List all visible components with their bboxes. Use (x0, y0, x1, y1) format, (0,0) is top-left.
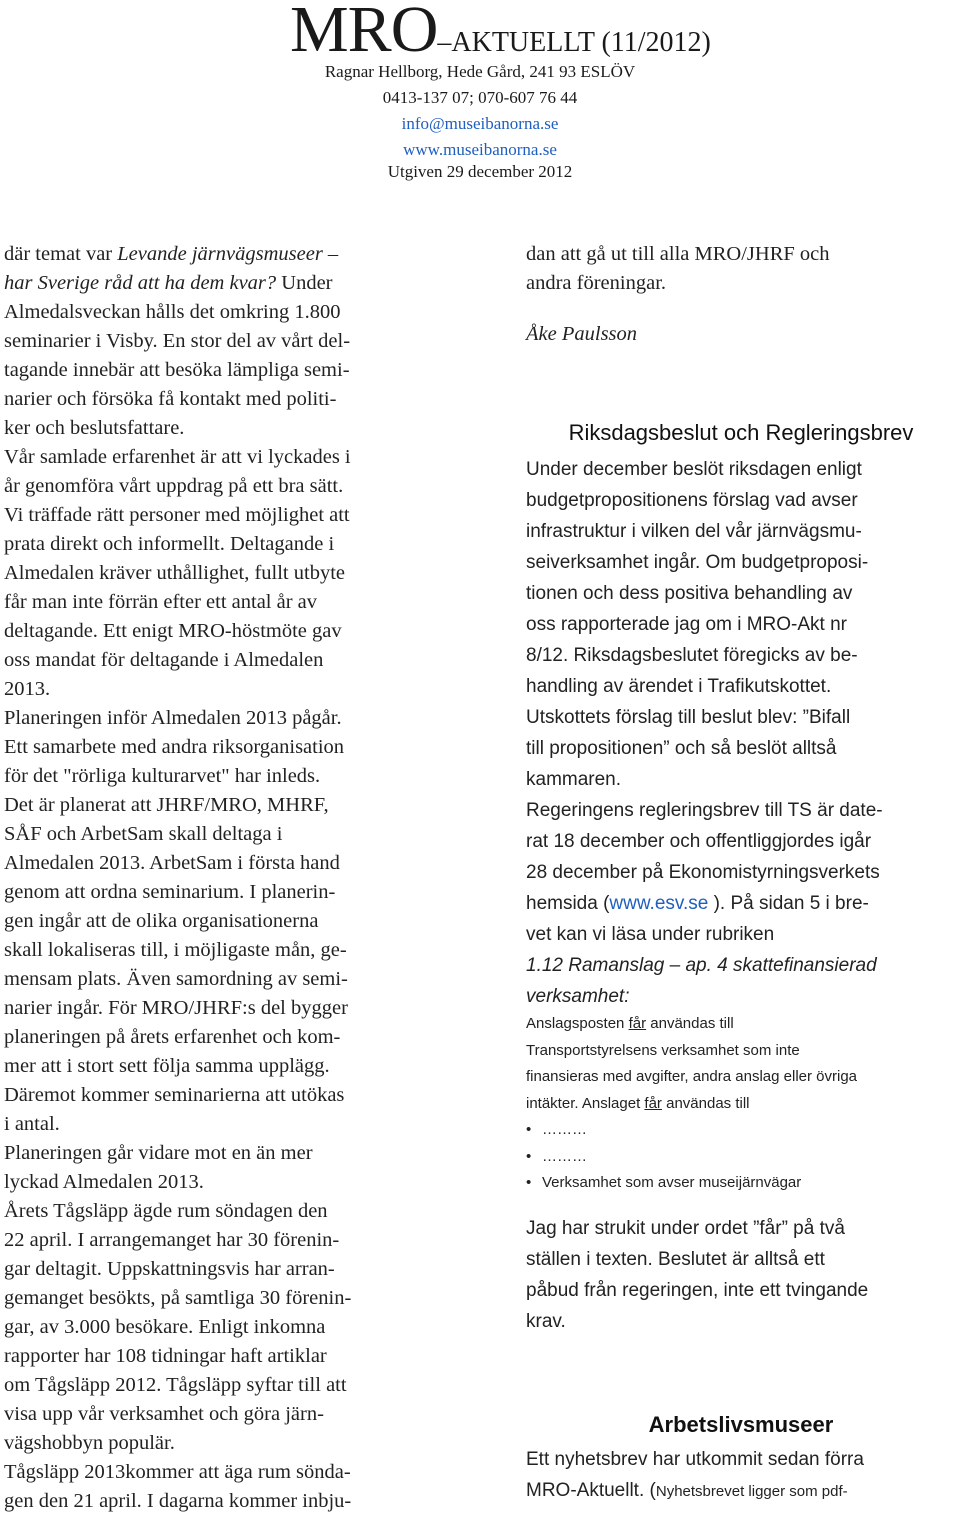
text-line: gar deltagit. Uppskattningsvis har arran- (4, 1258, 335, 1280)
text-line: Regeringens regleringsbrev till TS är date- (526, 800, 883, 821)
text-line: oss mandat för deltagande i Almedalen (4, 649, 324, 671)
text-line: gemanget besökts, på samtliga 30 förenin- (4, 1287, 352, 1309)
text-line: handling av ärendet i Trafikutskottet. (526, 676, 832, 697)
editor-note (526, 1213, 956, 1337)
text-line: narier ingår. För MRO/JHRF:s del bygger (4, 997, 348, 1019)
esv-link[interactable]: www.esv.se (609, 893, 709, 914)
text-line: krav. (526, 1311, 566, 1332)
text-line: till propositionen” och så beslöt alltså (526, 738, 837, 759)
text-line: tagande innebär att besöka lämpliga semi- (4, 359, 350, 381)
text-line: där temat var Levande järnvägsmuseer – (4, 243, 339, 265)
text-line: Planeringen går vidare mot en än mer (4, 1142, 313, 1164)
text-line: om Tågsläpp 2012. Tågsläpp syftar till att (4, 1374, 347, 1396)
text-line: MRO-Aktuellt. (Nyhetsbrevet ligger som pdf- (526, 1480, 848, 1501)
section-heading-arbetslivsmuseer: Arbetslivsmuseer (648, 1412, 834, 1437)
text-line: rat 18 december och offentliggjordes igår (526, 831, 872, 852)
text-line: seiverksamhet ingår. Om budgetproposi- (526, 552, 869, 573)
intro-line: andra föreningar. (526, 272, 667, 294)
section-body-arbetslivsmuseer (526, 1444, 956, 1507)
text-line: Anslagsposten får användas till (526, 1015, 734, 1032)
text-line: Vår samlade erfarenhet är att vi lyckades i (4, 446, 351, 468)
text-line: hemsida (www.esv.se ). På sidan 5 i bre- (526, 893, 869, 914)
text-line: 8/12. Riksdagsbeslutet föregicks av be- (526, 645, 858, 666)
text-line: ker och beslutsfattare. (4, 417, 185, 439)
text-line: mensam plats. Även samordning av semi- (4, 968, 348, 990)
text-line: finansieras med avgifter, andra anslag eller övriga (526, 1068, 858, 1085)
rubric-line: 1.12 Ramanslag – ap. 4 skattefinansierad (526, 955, 877, 976)
text-line: Planeringen inför Almedalen 2013 pågår. (4, 707, 342, 729)
text-line: 22 april. I arrangemanget har 30 förenin- (4, 1229, 340, 1251)
text-line: planeringen på årets erfarenhet och kom- (4, 1026, 341, 1048)
newsletter-title: MRO–AKTUELLT (11/2012) (290, 0, 711, 66)
section-heading-riksdagsbeslut: Riksdagsbeslut och Regleringsbrev (568, 420, 914, 445)
text-line: seminarier i Visby. En stor del av vårt del- (4, 330, 351, 352)
bullet-item: • Verksamhet som avser museijärnvägar (526, 1170, 956, 1197)
text-line: 28 december på Ekonomistyrningsverkets (526, 862, 880, 883)
quoted-regulation (526, 1011, 956, 1197)
website-link[interactable]: www.museibanorna.se (403, 140, 557, 159)
intro-line: dan att gå ut till alla MRO/JHRF och (526, 243, 830, 265)
text-line: vägshobbyn populär. (4, 1432, 175, 1454)
text-line: år genomföra vårt uppdrag på ett bra sätt. (4, 475, 344, 497)
text-line: Jag har strukit under ordet ”får” på två (526, 1218, 845, 1239)
address: Ragnar Hellborg, Hede Gård, 241 93 ESLÖV (324, 62, 636, 81)
text-line: skall lokaliseras till, i möjligaste mån, ge- (4, 939, 347, 961)
phone: 0413-137 07; 070-607 76 44 (382, 88, 578, 107)
text-line: narier och försöka få kontakt med politi- (4, 388, 337, 410)
text-line: gar, av 3.000 besökare. Enligt inkomna (4, 1316, 326, 1338)
masthead (0, 0, 960, 200)
text-line: Tågsläpp 2013kommer att äga rum sönda- (4, 1461, 351, 1483)
text-line: Ett samarbete med andra riksorganisation (4, 736, 345, 758)
text-line: Årets Tågsläpp ägde rum söndagen den (4, 1200, 328, 1222)
text-line: Däremot kommer seminarierna att utökas (4, 1084, 345, 1106)
text-line: påbud från regeringen, inte ett tvingande (526, 1280, 869, 1301)
text-line: deltagande. Ett enigt MRO-höstmöte gav (4, 620, 342, 642)
text-line: för det "rörliga kulturarvet" har inleds. (4, 765, 321, 787)
email-link[interactable]: info@museibanorna.se (401, 114, 559, 133)
bullet-item: • ……… (526, 1117, 956, 1144)
text-line: mer att i stort sett följa samma upplägg. (4, 1055, 330, 1077)
text-line: får man inte förrän efter ett antal år av (4, 591, 318, 613)
text-line: infrastruktur i vilken del vår järnvägsmu- (526, 521, 862, 542)
text-line: 2013. (4, 678, 51, 700)
text-line: budgetpropositionens förslag vad avser (526, 490, 858, 511)
text-line: kammaren. (526, 769, 622, 790)
text-line: SÅF och ArbetSam skall deltaga i (4, 823, 283, 845)
section-body-riksdagsbeslut (526, 454, 956, 1012)
text-line: visa upp vår verksamhet och göra järn- (4, 1403, 324, 1425)
text-line: intäkter. Anslaget får användas till (526, 1094, 750, 1112)
left-column (4, 240, 434, 1516)
text-line: vet kan vi läsa under rubriken (526, 924, 775, 945)
text-line: Det är planerat att JHRF/MRO, MHRF, (4, 794, 329, 816)
text-line: Vi träffade rätt personer med möjlighet att (4, 504, 350, 526)
text-line: Almedalen 2013. ArbetSam i första hand (4, 852, 340, 874)
text-line: oss rapporterade jag om i MRO-Akt nr (526, 614, 848, 635)
issue-date: Utgiven 29 december 2012 (387, 162, 573, 181)
text-line: Under december beslöt riksdagen enligt (526, 459, 862, 480)
text-line: prata direkt och informellt. Deltagande i (4, 533, 335, 555)
text-line: lyckad Almedalen 2013. (4, 1171, 204, 1193)
text-line: i antal. (4, 1113, 60, 1135)
text-line: Ett nyhetsbrev har utkommit sedan förra (526, 1449, 864, 1470)
text-line: rapporter har 108 tidningar haft artiklar (4, 1345, 327, 1367)
text-line: Almedalsveckan hålls det omkring 1.800 (4, 301, 341, 323)
text-line: ställen i texten. Beslutet är alltså ett (526, 1249, 825, 1270)
text-line: Transportstyrelsens verksamhet som inte (526, 1041, 800, 1059)
bullet-item: • ……… (526, 1144, 956, 1171)
text-line: Almedalen kräver uthållighet, fullt utbyte (4, 562, 345, 584)
text-line: har Sverige råd att ha dem kvar? Under (4, 272, 333, 294)
text-line: genom att ordna seminarium. I planerin- (4, 881, 336, 903)
text-line: gen den 21 april. I dagarna kommer inbju- (4, 1490, 352, 1512)
rubric-line: verksamhet: (526, 986, 630, 1007)
text-line: gen ingår att de olika organisationerna (4, 910, 319, 932)
text-line: Utskottets förslag till beslut blev: ”Bifall (526, 707, 851, 728)
text-line: tionen och dess positiva behandling av (526, 583, 853, 604)
signature: Åke Paulsson (526, 323, 638, 345)
